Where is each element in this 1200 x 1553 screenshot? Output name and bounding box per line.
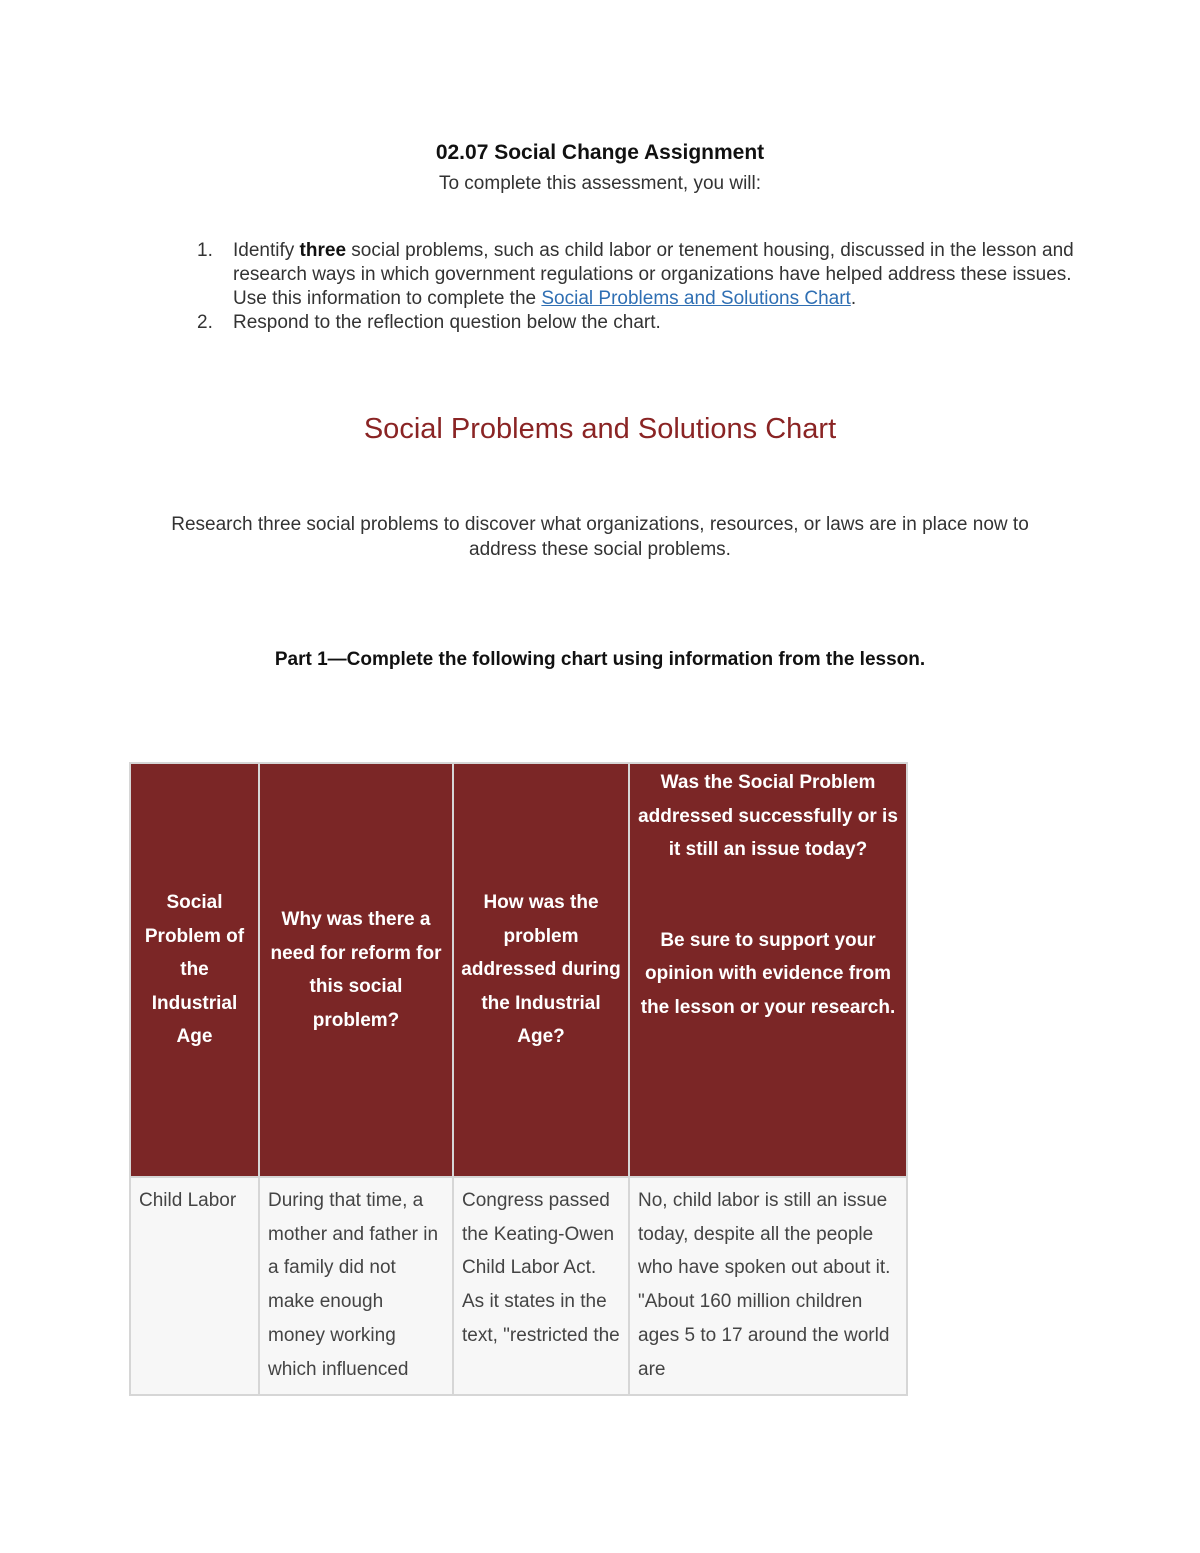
solutions-chart-table: [129, 762, 908, 1396]
instruction-text: Identify: [233, 240, 300, 261]
chart-heading: Social Problems and Solutions Chart: [363, 413, 837, 445]
header-support-line: Be sure to support your opinion with evidence from the lesson or your research.: [640, 929, 896, 1018]
table-header-row: [130, 763, 907, 1177]
chart-link[interactable]: Social Problems and Solutions Chart: [541, 288, 851, 309]
list-number: 2.: [197, 312, 213, 333]
cell-text: No, child labor is still an issue today, despite all the people who have spoken out about it. "About 160 million children ages 5 to 17 around the world are: [638, 1190, 891, 1380]
header-addressed-successfully: [629, 763, 907, 1177]
table-cell[interactable]: [130, 1177, 259, 1395]
document-subtitle: To complete this assessment, you will:: [438, 173, 762, 194]
instructions-list: [197, 239, 1077, 335]
instruction-text: .: [850, 288, 857, 309]
part-heading: Part 1—Complete the following chart using information from the lesson.: [274, 649, 926, 670]
cell-text: Congress passed the Keating-Owen Child Labor Act. As it states in the text, "restricted the: [462, 1190, 620, 1346]
table-row: [130, 1177, 907, 1395]
header-need-for-reform: Why was there a need for reform for this social problem?: [259, 763, 453, 1177]
document-title: 02.07 Social Change Assignment: [435, 141, 765, 164]
instruction-item: [197, 311, 1077, 335]
table-cell[interactable]: [453, 1177, 629, 1395]
header-question-line: Was the Social Problem addressed successfully or is it still an issue today?: [638, 772, 898, 860]
header-how-addressed: How was the problem addressed during the Industrial Age?: [453, 763, 629, 1177]
table-cell[interactable]: [259, 1177, 453, 1395]
research-paragraph: Research three social problems to discover what organizations, resources, or laws are in place now to address these social problems.: [171, 514, 1029, 560]
instruction-bold-word: three: [299, 240, 347, 261]
cell-text: Child Labor: [139, 1190, 237, 1211]
instruction-text: Respond to the reflection question below the chart.: [233, 312, 661, 333]
list-number: 1.: [197, 240, 213, 261]
instruction-item: [197, 239, 1077, 311]
header-social-problem: Social Problem of the Industrial Age: [130, 763, 259, 1177]
table-cell[interactable]: [629, 1177, 907, 1395]
cell-text: During that time, a mother and father in a family did not make enough money working which influenced: [268, 1190, 439, 1380]
instruction-text: social problems, such as child labor or tenement housing, discussed in the lesson and research ways in which government regulations or organizations have helped address these issues. Use this information to complete the: [233, 240, 1074, 309]
